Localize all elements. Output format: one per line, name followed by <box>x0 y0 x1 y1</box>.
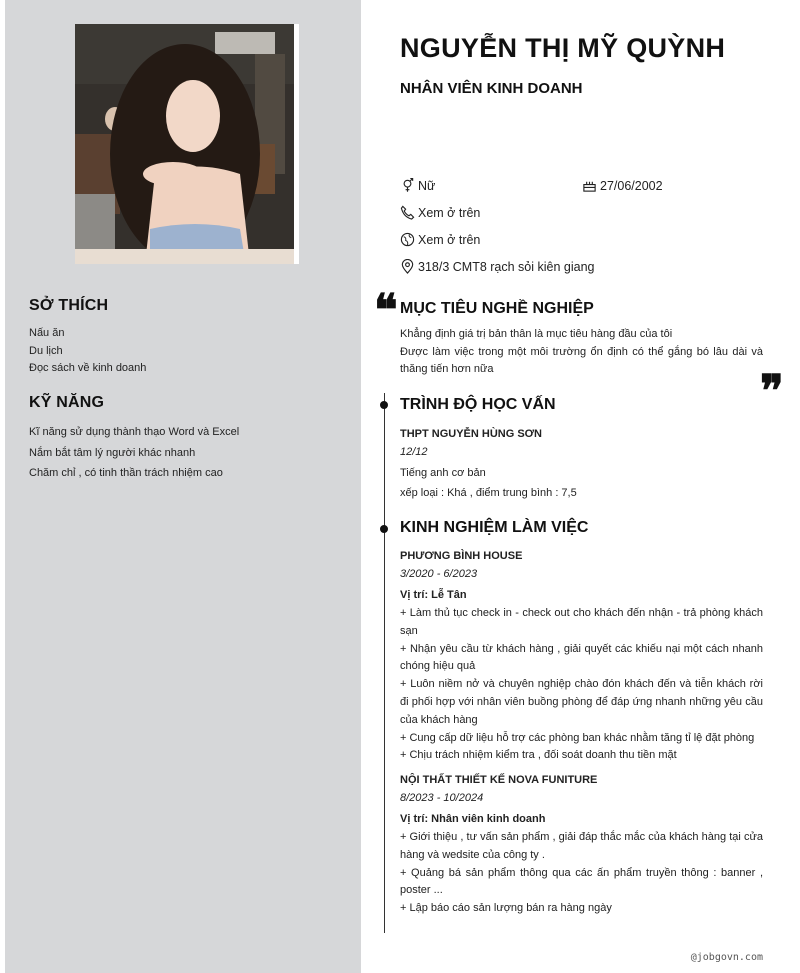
close-quote-icon: ❞ <box>760 366 784 417</box>
skill-item: Chăm chỉ , có tinh thần trách nhiệm cao <box>29 467 223 479</box>
hobby-item: Nấu ăn <box>29 327 65 339</box>
education-line: Tiếng anh cơ bản <box>400 467 486 479</box>
timeline-line <box>384 393 385 933</box>
gender-row <box>400 178 435 193</box>
phone-icon <box>400 205 415 220</box>
gender-icon <box>400 178 415 193</box>
job-duty: + Quảng bá sản phẩm thông qua các ấn phẩm truyền thông : banner , poster ... <box>400 866 763 897</box>
company-name: PHƯƠNG BÌNH HOUSE <box>400 550 523 562</box>
education-line: xếp loại : Khá , điểm trung bình : 7,5 <box>400 487 577 499</box>
job-block <box>400 771 763 918</box>
watermark: @jobgovn.com <box>690 952 763 963</box>
phone-value: Xem ở trên <box>418 205 481 220</box>
hobby-item: Du lịch <box>29 344 63 357</box>
website-value: Xem ở trên <box>418 232 481 247</box>
hobbies-title: SỞ THÍCH <box>29 297 109 314</box>
job-block <box>400 547 763 765</box>
education-date: 12/12 <box>400 446 428 458</box>
job-duty: + Làm thủ tục check in - check out cho khách đến nhận - trả phòng khách sạn <box>400 607 763 637</box>
job-duty: + Nhận yêu cầu từ khách hàng , giải quyết các khiếu nại một cách nhanh chóng hiệu quả <box>400 642 763 673</box>
open-quote-icon: ❝ <box>374 285 398 336</box>
job-title: NHÂN VIÊN KINH DOANH <box>400 80 583 97</box>
school-name: THPT NGUYỄN HÙNG SƠN <box>400 428 543 440</box>
birthday-row <box>582 178 663 193</box>
phone-row <box>400 205 480 220</box>
job-date: 8/2023 - 10/2024 <box>400 792 484 804</box>
address-value: 318/3 CMT8 rạch sỏi kiên giang <box>418 259 595 274</box>
timeline-dot <box>380 401 388 409</box>
website-row <box>400 232 480 247</box>
skill-item: Kĩ năng sử dụng thành thạo Word và Excel <box>29 426 240 438</box>
job-date: 3/2020 - 6/2023 <box>400 568 478 580</box>
job-duty: + Giới thiệu , tư vấn sản phẩm , giải đáp thắc mắc của khách hàng tại cửa hàng và wedsite của công ty . <box>400 831 763 861</box>
candidate-name: NGUYỄN THỊ MỸ QUỲNH <box>400 33 726 63</box>
location-pin-icon <box>400 259 415 274</box>
address-row <box>400 259 594 274</box>
company-name: NỘI THẤT THIẾT KẾ NOVA FUNITURE <box>400 774 598 786</box>
job-duty: + Cung cấp dữ liệu hỗ trợ các phòng ban khác nhằm tăng tỉ lệ đặt phòng <box>400 731 755 744</box>
objective-title: MỤC TIÊU NGHỀ NGHIỆP <box>400 300 594 317</box>
globe-icon <box>400 232 415 247</box>
experience-title: KINH NGHIỆM LÀM VIỆC <box>400 519 589 536</box>
objective-line: Được làm việc trong một môi trường ổn định có thể gắng bó lâu dài và thăng tiến hơn nữa <box>400 345 763 375</box>
job-position: Vị trí: Lễ Tân <box>400 589 467 601</box>
education-block <box>400 425 763 503</box>
job-duty: + Luôn niềm nở và chuyên nghiệp chào đón khách đến và tiễn khách rời đi phối hợp với nhân viên buồng phòng để đáp ứng nhanh những yêu cầu của khách hàng <box>400 678 763 726</box>
skills-section <box>29 394 349 484</box>
skill-item: Nắm bắt tâm lý người khác nhanh <box>29 446 196 459</box>
timeline-dot <box>380 525 388 533</box>
job-position: Vị trí: Nhân viên kinh doanh <box>400 813 546 825</box>
cake-icon <box>582 178 597 193</box>
birthday-value: 27/06/2002 <box>600 178 663 193</box>
job-duty: + Chịu trách nhiệm kiểm tra , đối soát doanh thu tiền mặt <box>400 749 677 762</box>
hobbies-section <box>29 297 349 378</box>
gender-value: Nữ <box>418 178 436 193</box>
job-duty: + Lập báo cáo sản lượng bán ra hàng ngày <box>400 902 612 915</box>
profile-photo <box>75 24 299 264</box>
skills-title: KỸ NĂNG <box>29 394 105 411</box>
objective-text <box>400 326 763 379</box>
objective-line: Khẳng định giá trị bản thân là mục tiêu hàng đầu của tôi <box>400 328 673 340</box>
education-title: TRÌNH ĐỘ HỌC VẤN <box>400 396 556 413</box>
hobby-item: Đọc sách về kinh doanh <box>29 362 147 374</box>
